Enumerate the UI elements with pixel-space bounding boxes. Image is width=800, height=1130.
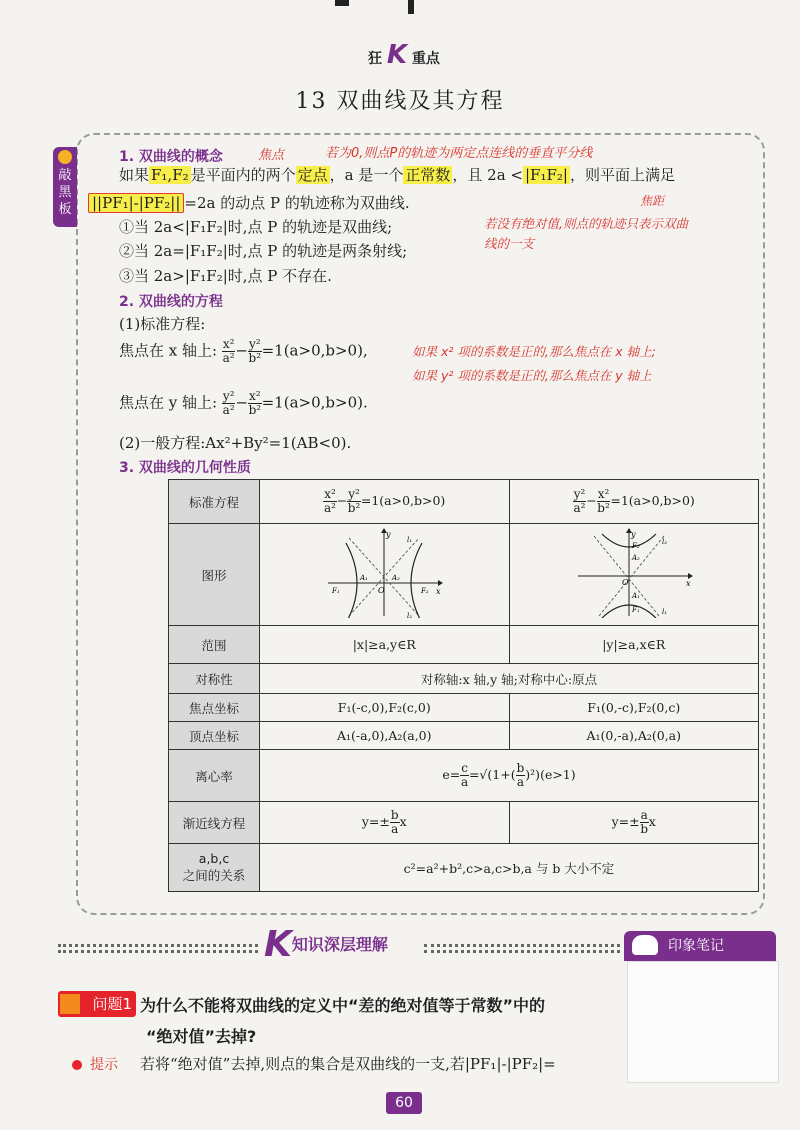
- fraction: $\frac{\text{x²}}{\text{a²}}$: [222, 337, 235, 365]
- row-header: 渐近线方程: [169, 802, 260, 844]
- table-row: [169, 626, 759, 664]
- table-row: [169, 664, 759, 694]
- note-focal-distance: 焦距: [640, 194, 665, 208]
- table-cell: F₁(0,-c),F₂(0,c): [509, 694, 759, 722]
- graph-cell-x: [260, 524, 510, 626]
- table-cell: A₁(0,-a),A₂(0,a): [509, 722, 759, 750]
- svg-text:l₁: l₁: [661, 608, 667, 616]
- table-row: [169, 844, 759, 892]
- row-header: 范围: [169, 626, 260, 664]
- table-cell: y=± $\frac{a}{b}$ x: [509, 802, 759, 844]
- svg-text:y: y: [386, 530, 391, 539]
- definition-line-2: ||PF₁|-|PF₂|| =2a 的动点 P 的轨迹称为双曲线.: [88, 192, 410, 214]
- svg-text:A₂: A₂: [392, 574, 401, 582]
- fraction: $\frac{\text{y²}}{\text{a²}}$: [222, 389, 235, 417]
- side-tab-char: 板: [58, 202, 72, 217]
- bulb-icon: [58, 150, 72, 164]
- table-cell: A₁(-a,0),A₂(a,0): [260, 722, 510, 750]
- brand-left: 狂: [368, 51, 382, 67]
- row-header: a,b,c 之间的关系: [169, 844, 260, 892]
- general-equation: (2)一般方程:Ax²+By²=1(AB<0).: [119, 434, 352, 452]
- note-focus: 焦点: [258, 148, 285, 163]
- svg-text:A₁: A₁: [360, 574, 369, 582]
- table-row: [169, 750, 759, 802]
- fraction: $\frac{\text{x²}}{\text{b²}}$: [248, 389, 262, 417]
- note-x-coef: 如果 x² 项的系数是正的,那么焦点在 x 轴上;: [412, 344, 656, 359]
- hyperbola-y-graph: [574, 528, 694, 618]
- highlight-focal-distance: |F₁F₂|: [525, 166, 568, 184]
- divider-left: [58, 944, 258, 947]
- table-row: [169, 524, 759, 626]
- hyperbola-x-graph: [324, 528, 444, 618]
- svg-text:A₁: A₁: [631, 592, 640, 600]
- svg-text:x: x: [436, 587, 441, 596]
- table-cell: |y|≥a,x∈R: [509, 626, 759, 664]
- standard-eq-label: (1)标准方程:: [119, 315, 206, 333]
- svg-text:F₁: F₁: [332, 587, 340, 595]
- svg-text:l₂: l₂: [407, 612, 413, 618]
- page-number: 60: [386, 1092, 422, 1114]
- svg-text:x: x: [685, 579, 691, 588]
- table-row: [169, 480, 759, 524]
- notes-paper: [627, 961, 779, 1083]
- definition-line-1: 如果 F₁,F₂ 是平面内的两个 定点 ，a 是一个 正常数 ，且 2a < |F₁F₂| ，则平面上满足: [119, 166, 675, 184]
- note-if-zero: 若为0,则点P的轨迹为两定点连线的垂直平分线: [325, 146, 593, 161]
- highlight-foci: F₁,F₂: [151, 166, 189, 184]
- highlight-abs-diff: ||PF₁|-|PF₂||: [88, 193, 184, 213]
- table-cell: e= $\frac{c}{a}$ =√(1+( $\frac{b}{a}$ )²)(e>1): [260, 750, 759, 802]
- section-3-title: 3. 双曲线的几何性质: [119, 460, 251, 476]
- divider-left-2: [58, 950, 258, 953]
- properties-table: [168, 479, 759, 892]
- table-row: [169, 802, 759, 844]
- note-y-coef: 如果 y² 项的系数是正的,那么焦点在 y 轴上: [412, 368, 652, 383]
- row-header: 焦点坐标: [169, 694, 260, 722]
- svg-text:l₂: l₂: [661, 538, 667, 546]
- svg-text:O: O: [378, 586, 385, 595]
- row-header: 离心率: [169, 750, 260, 802]
- note-no-abs-2: 线的一支: [484, 236, 535, 251]
- hint-label: 提示: [90, 1057, 118, 1073]
- table-cell: F₁(-c,0),F₂(c,0): [260, 694, 510, 722]
- svg-text:A₂: A₂: [631, 554, 640, 562]
- row-header: 标准方程: [169, 480, 260, 524]
- table-cell: |x|≥a,y∈R: [260, 626, 510, 664]
- svg-text:O: O: [621, 578, 629, 587]
- notes-tab: 印象笔记: [624, 931, 776, 961]
- top-mark: [335, 0, 349, 6]
- deep-understanding-title: K知识深层理解: [264, 924, 388, 965]
- note-no-abs-1: 若没有绝对值,则点的轨迹只表示双曲: [484, 216, 688, 231]
- case-3: ③当 2a>|F₁F₂|时,点 P 不存在.: [119, 267, 332, 285]
- svg-text:F₂: F₂: [631, 542, 640, 550]
- question-line-1: 为什么不能将双曲线的定义中“差的绝对值等于常数”中的: [140, 996, 546, 1015]
- table-row: [169, 722, 759, 750]
- divider-right-2: [424, 950, 620, 953]
- hint-text: 若将“绝对值”去掉,则点的集合是双曲线的一支,若|PF₁|-|PF₂|=: [140, 1055, 556, 1073]
- row-header: 图形: [169, 524, 260, 626]
- hint-dot-icon: [72, 1060, 82, 1070]
- y-axis-equation: 焦点在 y 轴上: $\frac{\text{y²}}{\text{a²}}$ − $\frac{\text{x²}}{\text{b²}}$ =1(a>0,b>0).: [119, 389, 368, 417]
- table-cell: 对称轴:x 轴,y 轴;对称中心:原点: [260, 664, 759, 694]
- side-tab-char: 敲: [58, 168, 72, 183]
- highlight-fixed-points: 定点: [297, 166, 328, 184]
- divider-right: [424, 944, 620, 947]
- svg-text:F₁: F₁: [631, 606, 640, 614]
- highlight-constant: 正常数: [405, 166, 451, 184]
- question-badge: 问题1: [58, 991, 136, 1017]
- side-tab-char: 黑: [58, 185, 72, 200]
- table-cell: $\frac{\text{y²}}{\text{a²}}$ − $\frac{\text{x²}}{\text{b²}}$ =1(a>0,b>0): [509, 480, 759, 524]
- elephant-icon: [632, 935, 658, 955]
- graph-cell-y: [509, 524, 759, 626]
- table-cell: $\frac{\text{x²}}{\text{a²}}$ − $\frac{\text{y²}}{\text{b²}}$ =1(a>0,b>0): [260, 480, 510, 524]
- header-brand: [368, 40, 440, 70]
- section-2-title: 2. 双曲线的方程: [119, 294, 223, 310]
- svg-text:y: y: [630, 530, 636, 539]
- brand-right: 重点: [411, 51, 440, 67]
- row-header: 对称性: [169, 664, 260, 694]
- question-line-2: “绝对值”去掉?: [146, 1027, 257, 1046]
- svg-text:l₁: l₁: [407, 536, 413, 544]
- brand-k: K: [386, 40, 408, 70]
- case-1: ①当 2a<|F₁F₂|时,点 P 的轨迹是双曲线;: [119, 218, 393, 236]
- section-1-title: 1. 双曲线的概念: [119, 149, 223, 165]
- book-icon: [60, 994, 80, 1014]
- table-cell: c²=a²+b²,c>a,c>b,a 与 b 大小不定: [260, 844, 759, 892]
- svg-text:F₂: F₂: [421, 587, 429, 595]
- top-mark: [408, 0, 414, 14]
- table-cell: y=± $\frac{b}{a}$ x: [260, 802, 510, 844]
- row-header: 顶点坐标: [169, 722, 260, 750]
- x-axis-equation: 焦点在 x 轴上: $\frac{\text{x²}}{\text{a²}}$ − $\frac{\text{y²}}{\text{b²}}$ =1(a>0,b>0),: [119, 337, 368, 365]
- fraction: $\frac{\text{y²}}{\text{b²}}$: [248, 337, 262, 365]
- case-2: ②当 2a=|F₁F₂|时,点 P 的轨迹是两条射线;: [119, 242, 408, 260]
- page-title: 13 双曲线及其方程: [295, 89, 505, 114]
- table-row: [169, 694, 759, 722]
